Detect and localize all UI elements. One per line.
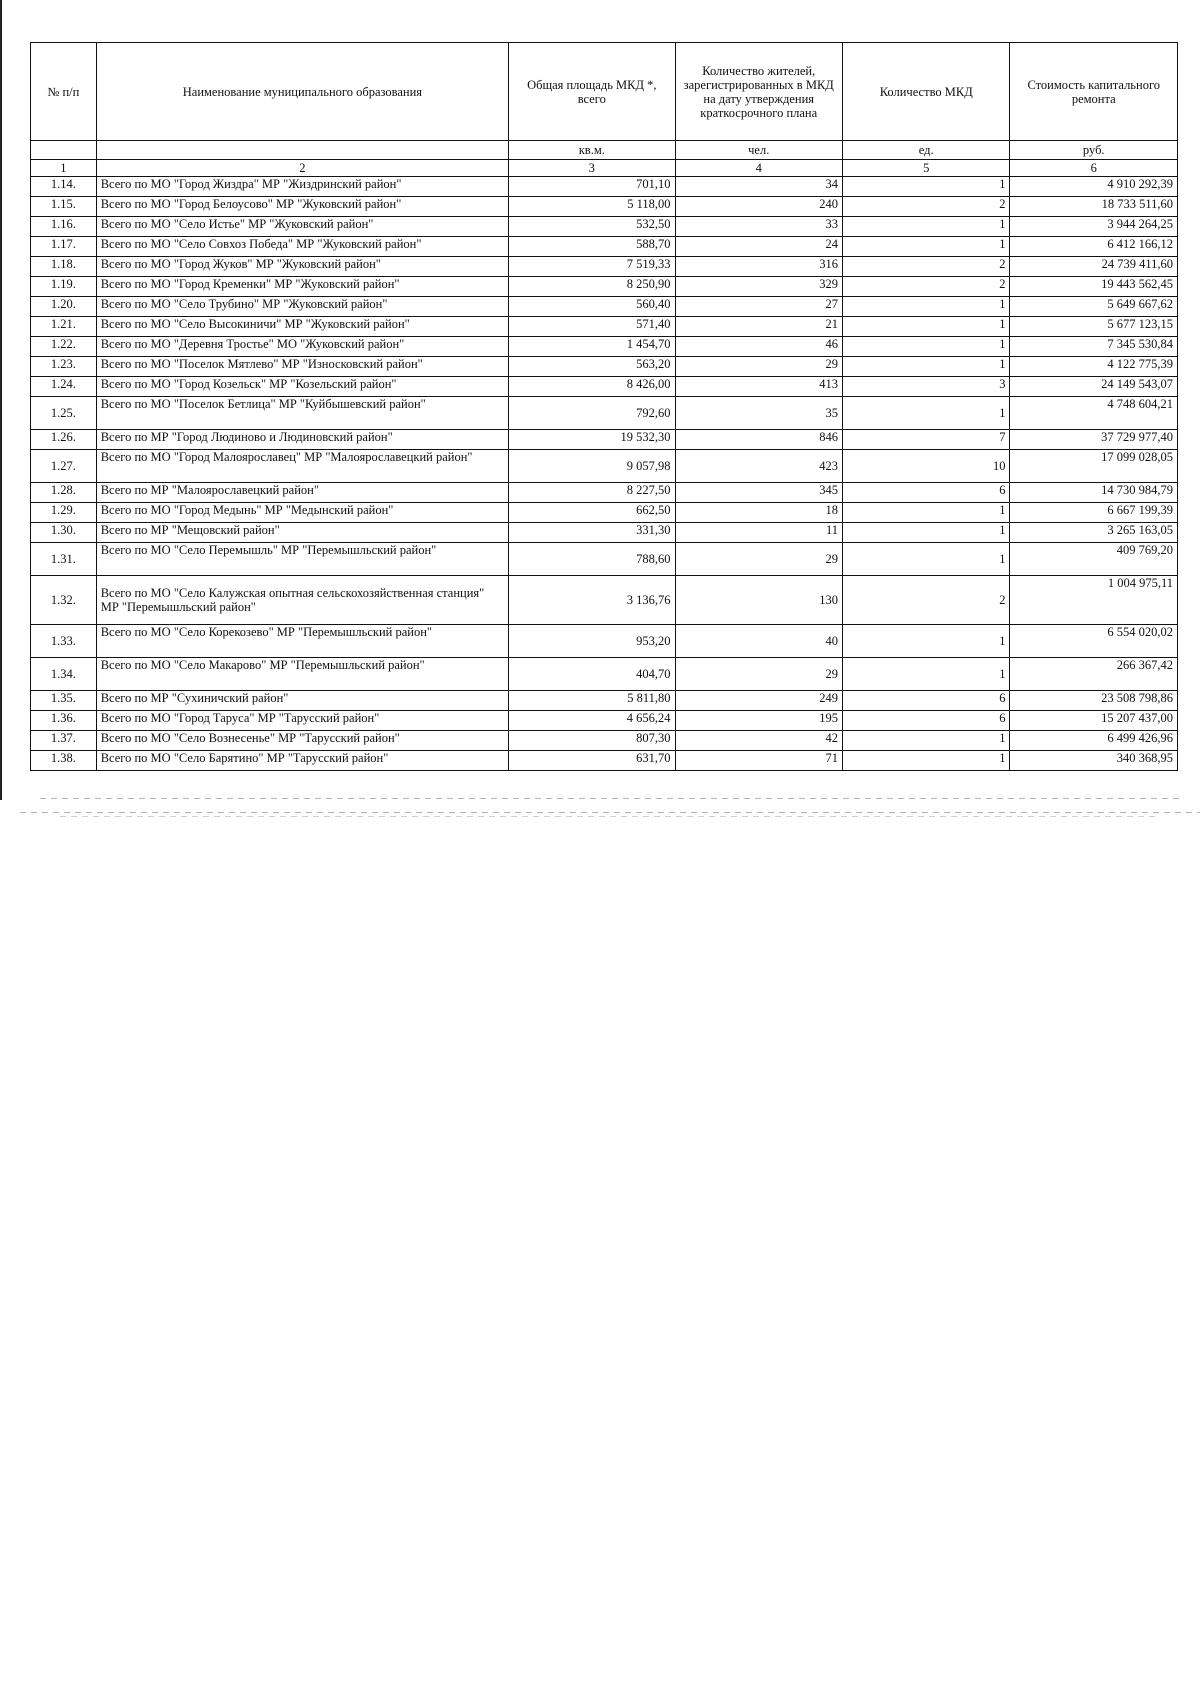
building-count: 2	[842, 197, 1009, 217]
total-area: 8 227,50	[509, 483, 675, 503]
total-area: 953,20	[509, 625, 675, 658]
residents-count: 345	[675, 483, 842, 503]
residents-count: 29	[675, 658, 842, 691]
municipality-name: Всего по МО "Село Высокиничи" МР "Жуковский район"	[96, 317, 508, 337]
total-area: 5 118,00	[509, 197, 675, 217]
municipality-name: Всего по МО "Село Корекозево" МР "Перемышльский район"	[96, 625, 508, 658]
repair-cost: 1 004 975,11	[1010, 576, 1178, 625]
repair-cost: 7 345 530,84	[1010, 337, 1178, 357]
table-row	[31, 357, 1178, 377]
total-area: 532,50	[509, 217, 675, 237]
building-count: 1	[842, 357, 1009, 377]
repair-cost: 17 099 028,05	[1010, 450, 1178, 483]
header-total-area: Общая площадь МКД *, всего	[509, 43, 675, 141]
table-row	[31, 397, 1178, 430]
total-area: 4 656,24	[509, 711, 675, 731]
total-area: 404,70	[509, 658, 675, 691]
column-number: 2	[96, 160, 508, 177]
repair-cost: 6 412 166,12	[1010, 237, 1178, 257]
residents-count: 42	[675, 731, 842, 751]
repair-cost: 19 443 562,45	[1010, 277, 1178, 297]
residents-count: 249	[675, 691, 842, 711]
municipality-name: Всего по МО "Город Кременки" МР "Жуковский район"	[96, 277, 508, 297]
building-count: 1	[842, 297, 1009, 317]
total-area: 331,30	[509, 523, 675, 543]
total-area: 1 454,70	[509, 337, 675, 357]
municipality-name: Всего по МО "Город Жиздра" МР "Жиздринский район"	[96, 177, 508, 197]
row-number: 1.34.	[31, 658, 97, 691]
table-row	[31, 277, 1178, 297]
repair-cost: 24 149 543,07	[1010, 377, 1178, 397]
building-count: 2	[842, 576, 1009, 625]
building-count: 1	[842, 503, 1009, 523]
table-row	[31, 483, 1178, 503]
building-count: 1	[842, 217, 1009, 237]
total-area: 19 532,30	[509, 430, 675, 450]
total-area: 788,60	[509, 543, 675, 576]
column-number: 4	[675, 160, 842, 177]
building-count: 1	[842, 397, 1009, 430]
total-area: 560,40	[509, 297, 675, 317]
total-area: 8 250,90	[509, 277, 675, 297]
header-building-count: Количество МКД	[842, 43, 1009, 141]
unit-area: кв.м.	[509, 141, 675, 160]
total-area: 3 136,76	[509, 576, 675, 625]
table-row	[31, 523, 1178, 543]
repair-cost: 14 730 984,79	[1010, 483, 1178, 503]
municipality-name: Всего по МО "Город Жуков" МР "Жуковский район"	[96, 257, 508, 277]
residents-count: 413	[675, 377, 842, 397]
repair-cost: 6 667 199,39	[1010, 503, 1178, 523]
unit-cost: руб.	[1010, 141, 1178, 160]
table-row	[31, 543, 1178, 576]
building-count: 1	[842, 625, 1009, 658]
building-count: 1	[842, 237, 1009, 257]
municipality-name: Всего по МР "Мещовский район"	[96, 523, 508, 543]
table-row	[31, 317, 1178, 337]
residents-count: 34	[675, 177, 842, 197]
table-row	[31, 503, 1178, 523]
row-number: 1.30.	[31, 523, 97, 543]
total-area: 7 519,33	[509, 257, 675, 277]
table-row	[31, 237, 1178, 257]
building-count: 1	[842, 337, 1009, 357]
table-row	[31, 377, 1178, 397]
table-row	[31, 177, 1178, 197]
municipality-name: Всего по МО "Село Перемышль" МР "Перемышльский район"	[96, 543, 508, 576]
building-count: 6	[842, 483, 1009, 503]
row-number: 1.23.	[31, 357, 97, 377]
scan-noise	[40, 798, 1180, 799]
repair-cost: 37 729 977,40	[1010, 430, 1178, 450]
row-number: 1.14.	[31, 177, 97, 197]
municipality-name: Всего по МО "Поселок Мятлево" МР "Износковский район"	[96, 357, 508, 377]
total-area: 563,20	[509, 357, 675, 377]
residents-count: 27	[675, 297, 842, 317]
repair-cost: 18 733 511,60	[1010, 197, 1178, 217]
building-count: 1	[842, 658, 1009, 691]
repair-cost: 266 367,42	[1010, 658, 1178, 691]
municipality-name: Всего по МО "Город Белоусово" МР "Жуковский район"	[96, 197, 508, 217]
residents-count: 46	[675, 337, 842, 357]
building-count: 1	[842, 177, 1009, 197]
row-number: 1.37.	[31, 731, 97, 751]
building-count: 1	[842, 543, 1009, 576]
residents-count: 423	[675, 450, 842, 483]
total-area: 571,40	[509, 317, 675, 337]
residents-count: 33	[675, 217, 842, 237]
table-row	[31, 658, 1178, 691]
building-count: 1	[842, 317, 1009, 337]
table-row	[31, 711, 1178, 731]
municipality-name: Всего по МО "Село Вознесенье" МР "Тарусский район"	[96, 731, 508, 751]
municipality-name: Всего по МО "Село Калужская опытная сельскохозяйственная станция" МР "Перемышльский район"	[96, 576, 508, 625]
building-count: 10	[842, 450, 1009, 483]
repair-cost: 3 944 264,25	[1010, 217, 1178, 237]
residents-count: 240	[675, 197, 842, 217]
header-repair-cost: Стоимость капитального ремонта	[1010, 43, 1178, 141]
residents-count: 29	[675, 357, 842, 377]
repair-cost: 3 265 163,05	[1010, 523, 1178, 543]
municipality-name: Всего по МО "Город Медынь" МР "Медынский район"	[96, 503, 508, 523]
column-number: 5	[842, 160, 1009, 177]
building-count: 1	[842, 523, 1009, 543]
municipality-name: Всего по МО "Поселок Бетлица" МР "Куйбышевский район"	[96, 397, 508, 430]
building-count: 6	[842, 691, 1009, 711]
row-number: 1.27.	[31, 450, 97, 483]
table-row	[31, 430, 1178, 450]
municipality-name: Всего по МО "Город Козельск" МР "Козельский район"	[96, 377, 508, 397]
total-area: 631,70	[509, 751, 675, 771]
unit-count: ед.	[842, 141, 1009, 160]
municipality-name: Всего по МО "Город Малоярославец" МР "Малоярославецкий район"	[96, 450, 508, 483]
repair-cost: 6 554 020,02	[1010, 625, 1178, 658]
total-area: 792,60	[509, 397, 675, 430]
header-municipality-name: Наименование муниципального образования	[96, 43, 508, 141]
repair-cost: 340 368,95	[1010, 751, 1178, 771]
header-residents: Количество жителей, зарегистрированных в МКД на дату утверждения краткосрочного плана	[675, 43, 842, 141]
repair-cost: 409 769,20	[1010, 543, 1178, 576]
building-count: 6	[842, 711, 1009, 731]
total-area: 701,10	[509, 177, 675, 197]
row-number: 1.20.	[31, 297, 97, 317]
table-row	[31, 731, 1178, 751]
municipality-name: Всего по МР "Малоярославецкий район"	[96, 483, 508, 503]
column-numbers-row	[31, 160, 1178, 177]
table-row	[31, 257, 1178, 277]
repair-cost: 5 649 667,62	[1010, 297, 1178, 317]
unit-residents: чел.	[675, 141, 842, 160]
table-row	[31, 625, 1178, 658]
municipality-name: Всего по МО "Село Макарово" МР "Перемышльский район"	[96, 658, 508, 691]
municipality-name: Всего по МО "Город Таруса" МР "Тарусский район"	[96, 711, 508, 731]
repair-cost: 5 677 123,15	[1010, 317, 1178, 337]
repair-cost: 23 508 798,86	[1010, 691, 1178, 711]
repair-cost: 24 739 411,60	[1010, 257, 1178, 277]
total-area: 5 811,80	[509, 691, 675, 711]
total-area: 9 057,98	[509, 450, 675, 483]
repair-cost: 4 910 292,39	[1010, 177, 1178, 197]
municipality-name: Всего по МО "Село Совхоз Победа" МР "Жуковский район"	[96, 237, 508, 257]
row-number: 1.25.	[31, 397, 97, 430]
table-row	[31, 297, 1178, 317]
building-count: 2	[842, 257, 1009, 277]
building-count: 2	[842, 277, 1009, 297]
residents-count: 130	[675, 576, 842, 625]
residents-count: 329	[675, 277, 842, 297]
units-row	[31, 141, 1178, 160]
municipality-name: Всего по МО "Село Трубино" МР "Жуковский район"	[96, 297, 508, 317]
residents-count: 24	[675, 237, 842, 257]
table-row	[31, 691, 1178, 711]
repair-cost: 4 748 604,21	[1010, 397, 1178, 430]
table-row	[31, 751, 1178, 771]
municipality-name: Всего по МР "Сухиничский район"	[96, 691, 508, 711]
row-number: 1.26.	[31, 430, 97, 450]
table-row	[31, 337, 1178, 357]
residents-count: 11	[675, 523, 842, 543]
table-header-row	[31, 43, 1178, 141]
municipality-name: Всего по МР "Город Людиново и Людиновский район"	[96, 430, 508, 450]
row-number: 1.19.	[31, 277, 97, 297]
row-number: 1.18.	[31, 257, 97, 277]
residents-count: 18	[675, 503, 842, 523]
repair-cost: 6 499 426,96	[1010, 731, 1178, 751]
residents-count: 846	[675, 430, 842, 450]
residents-count: 316	[675, 257, 842, 277]
row-number: 1.38.	[31, 751, 97, 771]
table-row	[31, 576, 1178, 625]
row-number: 1.16.	[31, 217, 97, 237]
repair-cost: 15 207 437,00	[1010, 711, 1178, 731]
table-row	[31, 217, 1178, 237]
row-number: 1.28.	[31, 483, 97, 503]
row-number: 1.21.	[31, 317, 97, 337]
row-number: 1.22.	[31, 337, 97, 357]
residents-count: 29	[675, 543, 842, 576]
municipality-name: Всего по МО "Село Барятино" МР "Тарусский район"	[96, 751, 508, 771]
total-area: 588,70	[509, 237, 675, 257]
building-count: 3	[842, 377, 1009, 397]
row-number: 1.35.	[31, 691, 97, 711]
column-number: 3	[509, 160, 675, 177]
residents-count: 195	[675, 711, 842, 731]
row-number: 1.17.	[31, 237, 97, 257]
scan-noise	[20, 812, 1200, 813]
row-number: 1.36.	[31, 711, 97, 731]
row-number: 1.31.	[31, 543, 97, 576]
repair-cost: 4 122 775,39	[1010, 357, 1178, 377]
residents-count: 71	[675, 751, 842, 771]
scan-noise	[60, 816, 1160, 817]
row-number: 1.15.	[31, 197, 97, 217]
row-number: 1.32.	[31, 576, 97, 625]
total-area: 807,30	[509, 731, 675, 751]
residents-count: 21	[675, 317, 842, 337]
total-area: 662,50	[509, 503, 675, 523]
municipality-name: Всего по МО "Деревня Тростье" МО "Жуковский район"	[96, 337, 508, 357]
municipality-name: Всего по МО "Село Истье" МР "Жуковский район"	[96, 217, 508, 237]
row-number: 1.29.	[31, 503, 97, 523]
column-number: 6	[1010, 160, 1178, 177]
building-count: 7	[842, 430, 1009, 450]
row-number: 1.24.	[31, 377, 97, 397]
row-number: 1.33.	[31, 625, 97, 658]
column-number: 1	[31, 160, 97, 177]
capital-repair-table	[30, 42, 1178, 771]
residents-count: 40	[675, 625, 842, 658]
building-count: 1	[842, 731, 1009, 751]
header-number: № п/п	[31, 43, 97, 141]
building-count: 1	[842, 751, 1009, 771]
table-row	[31, 197, 1178, 217]
residents-count: 35	[675, 397, 842, 430]
total-area: 8 426,00	[509, 377, 675, 397]
table-row	[31, 450, 1178, 483]
table-body	[31, 177, 1178, 771]
scan-edge-line	[0, 0, 2, 800]
